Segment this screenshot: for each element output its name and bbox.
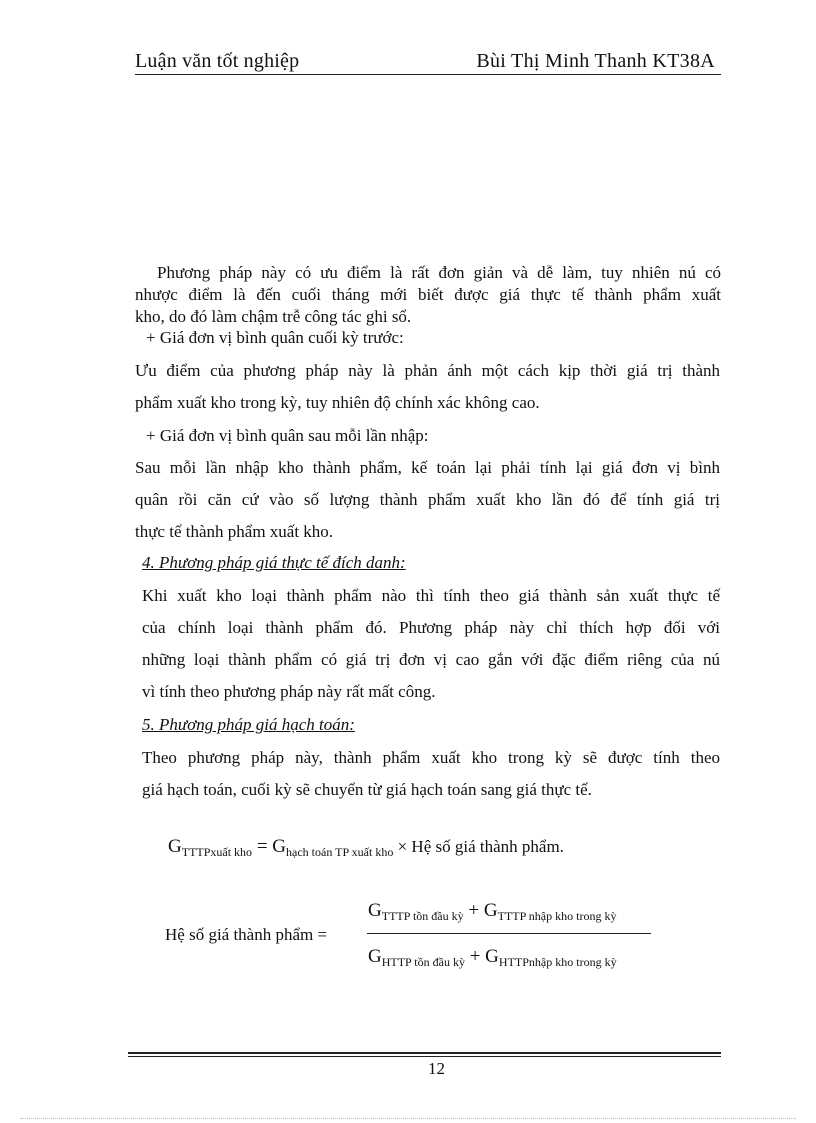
text-line: Phương pháp này có ưu điểm là rất đơn giản và dễ làm, tuy nhiên nú có	[157, 263, 721, 282]
text-line: phẩm xuất kho trong kỳ, tuy nhiên độ chính xác không cao.	[135, 393, 540, 412]
text-line: nhược điểm là đến cuối tháng mới biết được giá thực tế thành phẩm xuất	[135, 285, 721, 304]
formula-subscript: hạch toán TP xuất kho	[286, 845, 394, 859]
text-line: Sau mỗi lần nhập kho thành phẩm, kế toán lại phải tính lại giá đơn vị bình	[135, 458, 720, 477]
formula-symbol: G	[368, 900, 382, 921]
header-thesis-title: Luận văn tốt nghiệp	[135, 50, 300, 72]
text-line: quân rồi căn cứ vào số lượng thành phẩm xuất kho lần đó để tính giá trị	[135, 490, 720, 509]
text-line: vì tính theo phương pháp này rất mất công.	[142, 682, 436, 701]
formula-operator: +	[463, 900, 484, 921]
formula-tail: × Hệ số giá thành phẩm.	[393, 837, 564, 856]
formula-subscript: HTTPnhập kho trong kỳ	[498, 955, 617, 969]
formula-export-value	[168, 836, 564, 860]
formula-subscript: TTTPxuất kho	[181, 845, 253, 859]
text-line: Ưu điểm của phương pháp này là phản ánh một cách kịp thời giá trị thành	[135, 361, 720, 380]
after-each-paragraph	[135, 452, 720, 548]
page-number: 12	[428, 1059, 445, 1078]
text-line: giá hạch toán, cuối kỳ sẽ chuyển từ giá hạch toán sang giá thực tế.	[142, 780, 592, 799]
formula-operator: =	[252, 836, 273, 857]
intro-paragraph	[135, 262, 721, 328]
text-line: Khi xuất kho loại thành phẩm nào thì tính theo giá thành sản xuất thực tế	[142, 586, 720, 605]
prev-period-paragraph	[135, 355, 720, 419]
formula-symbol: G	[168, 836, 182, 857]
heading-method-4: 4. Phương pháp giá thực tế đích danh:	[142, 553, 406, 572]
formula-operator: +	[464, 946, 486, 967]
fraction-numerator	[368, 900, 616, 924]
item-after-each: + Giá đơn vị bình quân sau mỗi lần nhập:	[146, 426, 429, 445]
heading-method-5: 5. Phương pháp giá hạch toán:	[142, 715, 355, 734]
formula-symbol: G	[272, 836, 287, 857]
formula-symbol: G	[483, 900, 498, 921]
formula-coefficient-label: Hệ số giá thành phẩm =	[165, 925, 328, 944]
method5-paragraph	[142, 742, 720, 806]
formula-symbol: G	[368, 946, 382, 967]
method4-paragraph	[142, 580, 720, 708]
text-line: những loại thành phẩm có giá trị đơn vị cao gắn với đặc điểm riêng của nú	[142, 650, 720, 669]
header-author: Bùi Thị Minh Thanh KT38A	[476, 50, 715, 72]
fraction-denominator	[368, 946, 617, 970]
text-line: Theo phương pháp này, thành phẩm xuất kho trong kỳ sẽ được tính theo	[142, 748, 720, 767]
footer-rule	[128, 1056, 721, 1057]
item-prev-period: + Giá đơn vị bình quân cuối kỳ trước:	[146, 328, 404, 347]
formula-subscript: TTTP tồn đầu kỳ	[381, 909, 464, 923]
page-edge-divider	[20, 1118, 796, 1119]
fraction-bar	[367, 933, 651, 934]
page-header	[135, 48, 721, 75]
footer-rule	[128, 1052, 721, 1054]
text-line: của chính loại thành phẩm đó. Phương pháp này chỉ thích hợp đối với	[142, 618, 720, 637]
formula-symbol: G	[485, 946, 499, 967]
text-line: thực tế thành phẩm xuất kho.	[135, 522, 334, 541]
text-line: kho, do đó làm chậm trễ công tác ghi sổ.	[135, 307, 412, 326]
formula-subscript: HTTP tồn đầu kỳ	[381, 955, 465, 969]
formula-subscript: TTTP nhập kho trong kỳ	[497, 909, 617, 923]
